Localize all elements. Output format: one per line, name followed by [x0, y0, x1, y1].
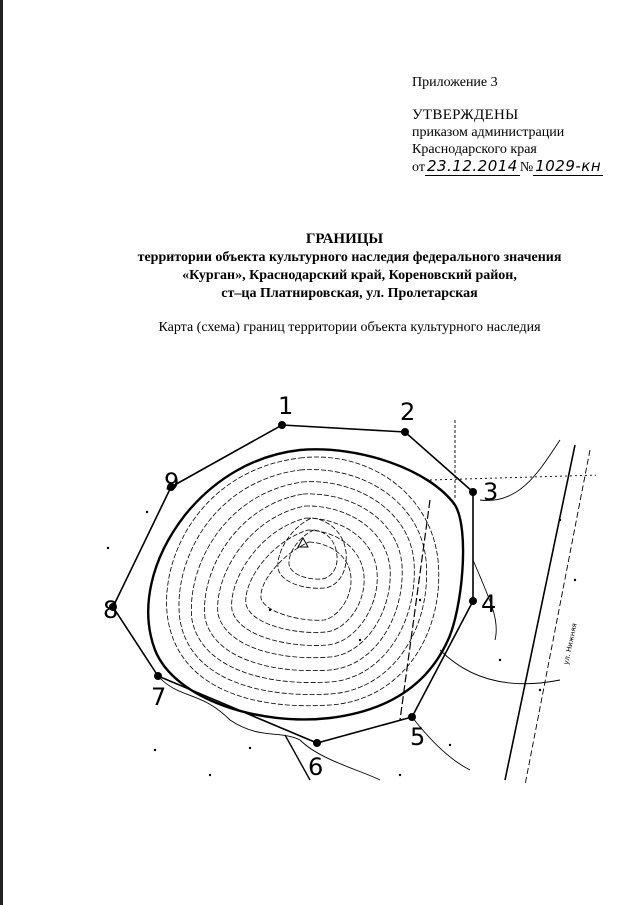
approval-number: 1029-кн — [535, 157, 602, 175]
title-line-1: территории объекта культурного наследия федерального значения — [137, 250, 562, 265]
vertex-2 — [401, 428, 409, 436]
approval-line-1: приказом администрации — [412, 125, 565, 140]
page-left-border — [0, 0, 3, 905]
title-block — [0, 230, 639, 337]
boundary-map — [96, 380, 596, 790]
document-heading: ГРАНИЦЫ — [305, 231, 384, 247]
point-label-7: 7 — [151, 683, 167, 711]
surrounding-lines — [158, 420, 596, 785]
approval-date: 23.12.2014 — [426, 157, 518, 175]
point-label-3: 3 — [483, 478, 499, 506]
approved-label: УТВЕРЖДЕНЫ — [412, 107, 519, 123]
appendix-label: Приложение 3 — [412, 75, 498, 90]
number-prefix: № — [519, 160, 534, 175]
point-label-1: 1 — [278, 392, 294, 420]
point-label-4: 4 — [481, 590, 497, 618]
map-caption: Карта (схема) границ территории объекта культурного наследия — [158, 320, 541, 335]
vertex-4 — [469, 597, 477, 605]
title-line-3: ст–ца Платнировская, ул. Пролетарская — [221, 286, 478, 301]
vertex-5 — [408, 713, 416, 721]
point-label-5: 5 — [410, 723, 426, 751]
approval-block — [412, 74, 603, 180]
point-label-9: 9 — [164, 468, 180, 496]
point-label-8: 8 — [103, 596, 119, 624]
point-label-6: 6 — [308, 753, 324, 781]
street-label: ул. Нижняя — [562, 622, 579, 666]
approval-date-line — [412, 158, 603, 180]
date-prefix: от — [412, 160, 425, 175]
title-line-2: «Курган», Краснодарский край, Кореновский район, — [182, 268, 517, 283]
vertex-3 — [469, 488, 477, 496]
vertex-7 — [154, 672, 162, 680]
vertex-1 — [278, 421, 286, 429]
survey-point-icon — [298, 538, 308, 547]
point-label-2: 2 — [400, 398, 416, 426]
territory-boundary — [148, 449, 463, 719]
approval-line-2: Краснодарского края — [412, 142, 537, 157]
vertex-6 — [313, 739, 321, 747]
contour-lines — [167, 457, 439, 706]
